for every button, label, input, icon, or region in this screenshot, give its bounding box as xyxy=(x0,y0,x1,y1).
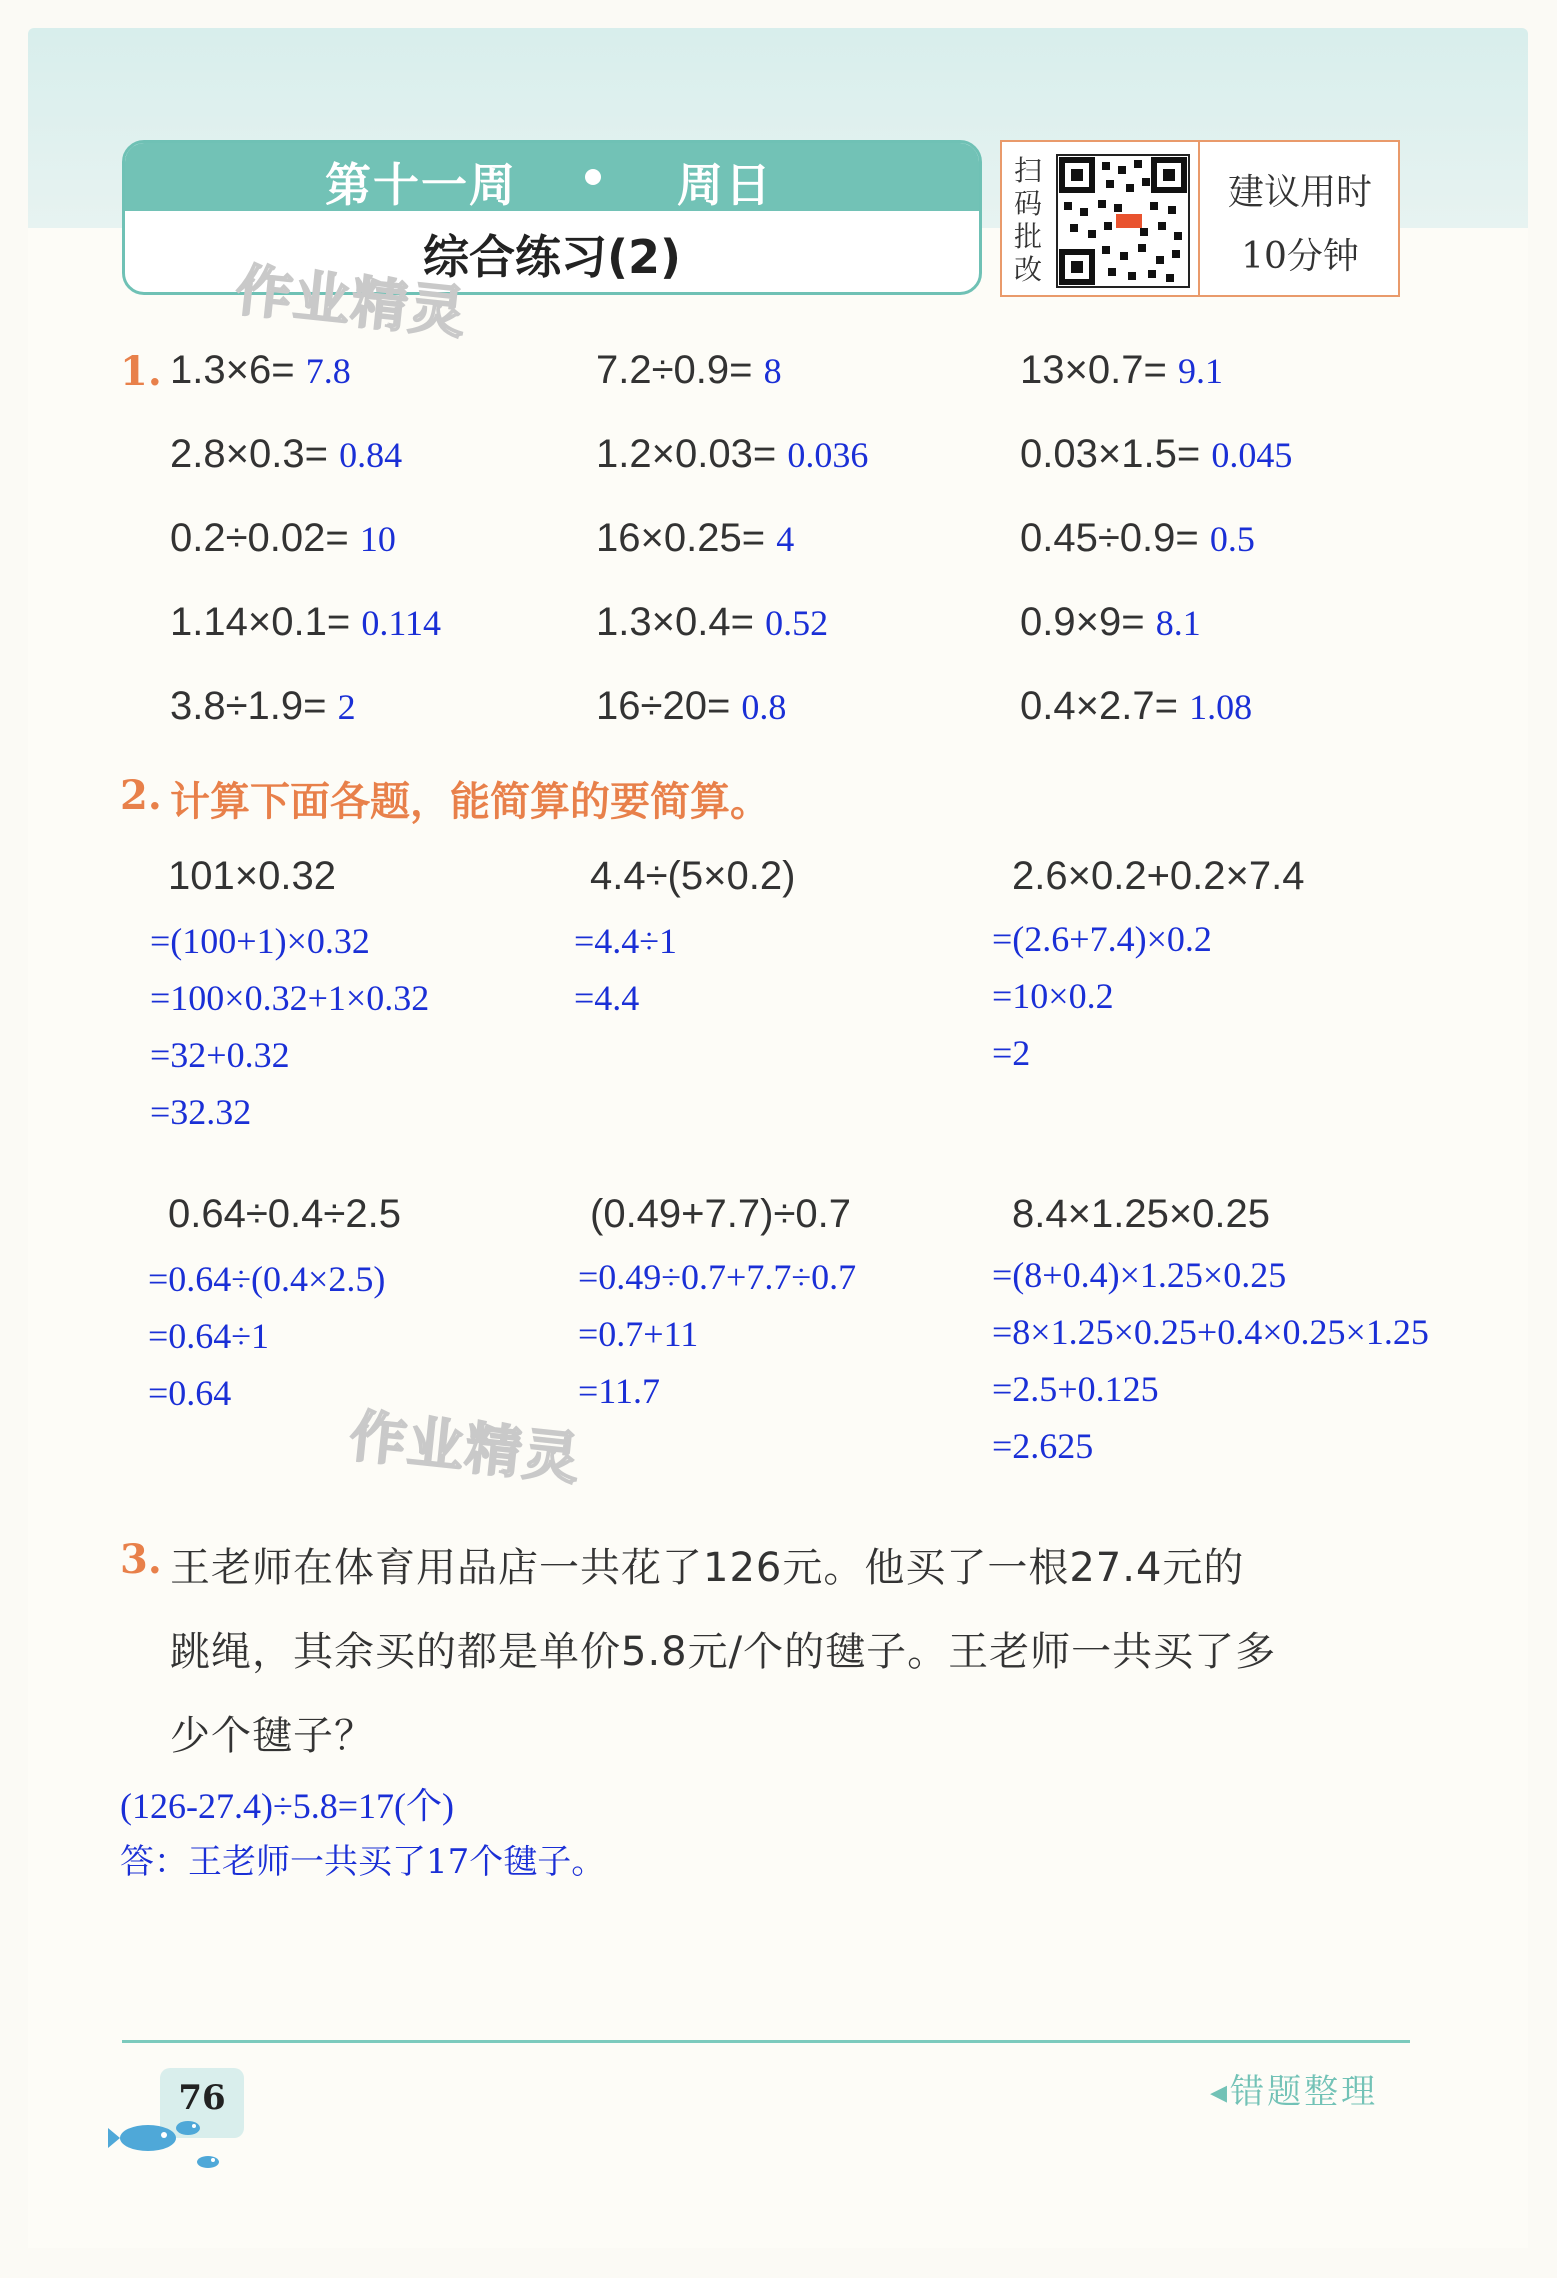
solution-step: =(2.6+7.4)×0.2 xyxy=(992,919,1212,959)
solution-step: =11.7 xyxy=(578,1371,660,1411)
calc-answer: 0.84 xyxy=(339,435,403,475)
oral-calc-item xyxy=(596,684,786,729)
calc-expression: 0.9×9= xyxy=(1020,600,1145,644)
calc-expression: 1.3×0.4= xyxy=(596,600,754,644)
calc-answer: 2 xyxy=(337,687,356,727)
suggest-time: 10分钟 xyxy=(1241,236,1359,277)
calc-expression: 0.45÷0.9= xyxy=(1020,516,1199,560)
solution-step: =2.625 xyxy=(992,1426,1094,1466)
oral-calc-item xyxy=(170,516,396,561)
calc-answer: 9.1 xyxy=(1177,351,1223,391)
oral-calc-item xyxy=(1020,516,1255,561)
calc-expression: 1.2×0.03= xyxy=(596,432,777,476)
calc-answer: 8 xyxy=(763,351,782,391)
qr-label: 扫码批改 xyxy=(1014,154,1043,286)
calc-answer: 10 xyxy=(359,519,396,559)
question-number: 3. xyxy=(120,1536,162,1583)
word-problem-line: 跳绳，其余买的都是单价5.8元/个的毽子。王老师一共买了多 xyxy=(170,1629,1277,1675)
solution-step: =0.49÷0.7+7.7÷0.7 xyxy=(578,1257,857,1297)
solution-equation: (126-27.4)÷5.8=17(个) xyxy=(120,1786,455,1826)
solution-step: =0.64÷1 xyxy=(148,1316,270,1356)
calc-answer: 0.114 xyxy=(361,603,441,643)
calc-answer: 0.5 xyxy=(1209,519,1255,559)
solution-step: =32.32 xyxy=(150,1092,252,1132)
qr-code-icon[interactable] xyxy=(1056,154,1190,288)
oral-calc-item xyxy=(1020,432,1292,477)
calc-expression: 0.4×2.7= xyxy=(1020,684,1178,728)
solution-step: =0.7+11 xyxy=(578,1314,699,1354)
oral-calc-item xyxy=(1020,684,1252,729)
word-problem-line: 王老师在体育用品店一共花了126元。他买了一根27.4元的 xyxy=(170,1545,1245,1591)
calc-expression: 2.8×0.3= xyxy=(170,432,328,476)
calc-answer: 4 xyxy=(776,519,795,559)
calc-expression: 13×0.7= xyxy=(1020,348,1167,392)
solution-answer: 答：王老师一共买了17个毽子。 xyxy=(120,1842,606,1882)
problem-expression: 4.4÷(5×0.2) xyxy=(590,854,796,898)
watermark: 作业精灵 xyxy=(346,1404,585,1493)
solution-step: =32+0.32 xyxy=(150,1035,290,1075)
page-number: 76 xyxy=(178,2078,226,2118)
suggest-label: 建议用时 xyxy=(1227,172,1372,213)
problem-expression: 2.6×0.2+0.2×7.4 xyxy=(1012,854,1305,898)
oral-calc-item xyxy=(596,348,782,393)
header-title-bar xyxy=(125,143,979,211)
word-problem-line: 少个毽子？ xyxy=(170,1713,375,1759)
oral-calc-item xyxy=(596,516,794,561)
calc-answer: 7.8 xyxy=(305,351,351,391)
solution-step: =4.4÷1 xyxy=(574,921,678,961)
solution-step: =10×0.2 xyxy=(992,976,1114,1016)
calc-expression: 1.14×0.1= xyxy=(170,600,351,644)
watermark: 作业精灵 xyxy=(232,258,471,347)
calc-expression: 0.03×1.5= xyxy=(1020,432,1201,476)
oral-calc-item xyxy=(596,600,828,645)
day-label: 周日 xyxy=(677,158,773,212)
problem-expression: 0.64÷0.4÷2.5 xyxy=(168,1192,401,1236)
calc-expression: 16÷20= xyxy=(596,684,731,728)
oral-calc-item xyxy=(1020,348,1223,393)
error-review-link[interactable]: ◂错题整理 xyxy=(1210,2072,1379,2112)
problem-expression: 101×0.32 xyxy=(168,854,336,898)
problem-expression: (0.49+7.7)÷0.7 xyxy=(590,1192,852,1236)
fish-icon xyxy=(108,2110,228,2180)
footer-divider xyxy=(122,2040,1410,2043)
question-title: 计算下面各题，能简算的要简算。 xyxy=(170,779,770,825)
calc-expression: 3.8÷1.9= xyxy=(170,684,327,728)
solution-step: =0.64 xyxy=(148,1373,232,1413)
oral-calc-item xyxy=(170,432,402,477)
week-label: 第十一周 xyxy=(325,158,517,212)
calc-answer: 0.8 xyxy=(741,687,787,727)
question-number: 2. xyxy=(120,772,162,819)
calc-answer: 8.1 xyxy=(1155,603,1201,643)
solution-step: =(8+0.4)×1.25×0.25 xyxy=(992,1255,1287,1295)
solution-step: =2.5+0.125 xyxy=(992,1369,1159,1409)
calc-answer: 0.52 xyxy=(765,603,829,643)
oral-calc-item xyxy=(170,348,351,393)
calc-expression: 1.3×6= xyxy=(170,348,295,392)
problem-expression: 8.4×1.25×0.25 xyxy=(1012,1192,1271,1236)
calc-expression: 7.2÷0.9= xyxy=(596,348,753,392)
lesson-subtitle: 综合练习(2) xyxy=(422,230,682,284)
oral-calc-item xyxy=(170,600,441,645)
oral-calc-item xyxy=(170,684,356,729)
solution-step: =100×0.32+1×0.32 xyxy=(150,978,430,1018)
calc-answer: 0.036 xyxy=(787,435,869,475)
calc-answer: 0.045 xyxy=(1211,435,1293,475)
question-number: 1. xyxy=(120,348,162,395)
solution-step: =8×1.25×0.25+0.4×0.25×1.25 xyxy=(992,1312,1429,1352)
solution-step: =(100+1)×0.32 xyxy=(150,921,370,961)
oral-calc-item xyxy=(596,432,868,477)
solution-step: =4.4 xyxy=(574,978,640,1018)
qr-box xyxy=(1000,140,1400,297)
oral-calc-item xyxy=(1020,600,1201,645)
calc-answer: 1.08 xyxy=(1189,687,1253,727)
calc-expression: 0.2÷0.02= xyxy=(170,516,349,560)
solution-step: =2 xyxy=(992,1033,1031,1073)
solution-step: =0.64÷(0.4×2.5) xyxy=(148,1259,386,1299)
separator-dot xyxy=(585,169,601,185)
calc-expression: 16×0.25= xyxy=(596,516,766,560)
